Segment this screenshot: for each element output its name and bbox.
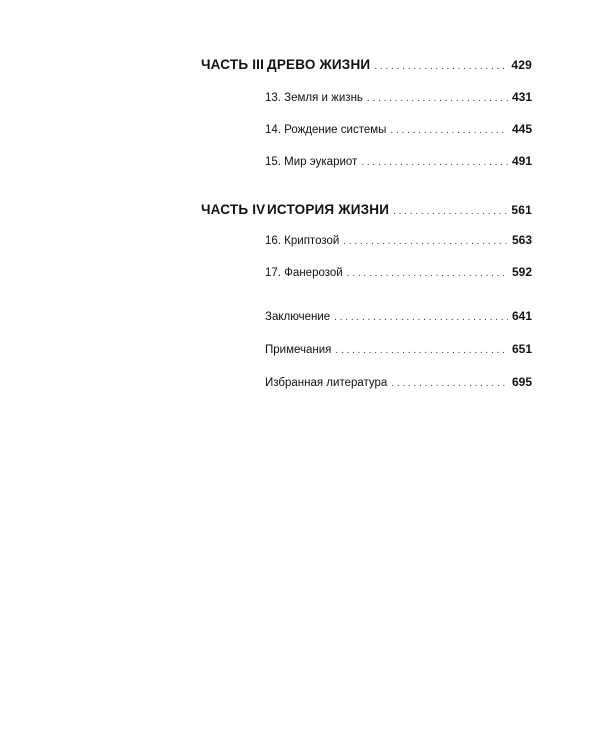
toc-back-matter-entry[interactable] bbox=[265, 342, 532, 356]
toc-chapter-entry[interactable] bbox=[265, 154, 532, 168]
toc-part-heading[interactable] bbox=[201, 57, 532, 72]
page-number: 592 bbox=[511, 265, 532, 279]
toc-back-matter-entry[interactable] bbox=[265, 375, 532, 389]
dot-leader bbox=[334, 312, 508, 323]
page-number: 563 bbox=[511, 233, 532, 247]
dot-leader bbox=[390, 125, 508, 136]
toc-chapter-entry[interactable] bbox=[265, 90, 532, 104]
part-title: ДРЕВО ЖИЗНИ bbox=[267, 57, 371, 72]
part-number: ЧАСТЬ IV bbox=[201, 202, 266, 217]
toc-part-heading[interactable] bbox=[201, 202, 532, 217]
dot-leader bbox=[367, 93, 508, 104]
toc-chapter-entry[interactable] bbox=[265, 122, 532, 136]
dot-leader bbox=[361, 157, 508, 168]
page-number: 561 bbox=[511, 203, 532, 217]
chapter-title: 16. Криптозой bbox=[265, 235, 340, 247]
chapter-title: 13. Земля и жизнь bbox=[265, 92, 363, 104]
page-number: 445 bbox=[511, 122, 532, 136]
dot-leader bbox=[391, 378, 508, 389]
page-number: 641 bbox=[511, 309, 532, 323]
dot-leader bbox=[335, 345, 508, 356]
page-number: 491 bbox=[511, 154, 532, 168]
dot-leader bbox=[347, 268, 508, 279]
section-title: Примечания bbox=[265, 344, 332, 356]
chapter-title: 14. Рождение системы bbox=[265, 124, 387, 136]
chapter-title: 17. Фанерозой bbox=[265, 267, 343, 279]
page-number: 695 bbox=[511, 375, 532, 389]
dot-leader bbox=[393, 206, 507, 217]
chapter-title: 15. Мир эукариот bbox=[265, 156, 358, 168]
part-number: ЧАСТЬ III bbox=[201, 57, 265, 72]
section-title: Избранная литература bbox=[265, 377, 388, 389]
section-title: Заключение bbox=[265, 311, 331, 323]
part-title: ИСТОРИЯ ЖИЗНИ bbox=[267, 202, 390, 217]
dot-leader bbox=[374, 61, 507, 72]
page-number: 431 bbox=[511, 90, 532, 104]
page-number: 429 bbox=[511, 58, 532, 72]
toc-chapter-entry[interactable] bbox=[265, 265, 532, 279]
toc-chapter-entry[interactable] bbox=[265, 233, 532, 247]
dot-leader bbox=[343, 236, 508, 247]
page-number: 651 bbox=[511, 342, 532, 356]
toc-back-matter-entry[interactable] bbox=[265, 309, 532, 323]
